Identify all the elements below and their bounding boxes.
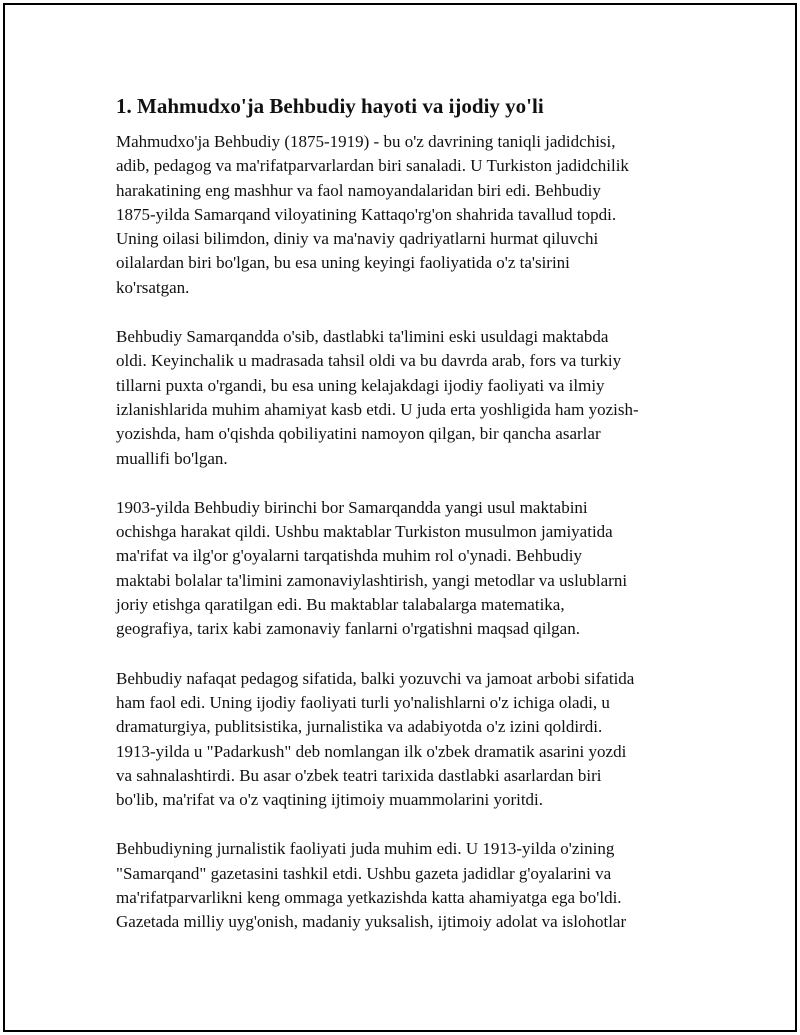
- section-title: 1. Mahmudxo'ja Behbudiy hayoti va ijodiy yo'li: [116, 94, 544, 118]
- paragraph-1: Mahmudxo'ja Behbudiy (1875-1919) - bu o'z davrining taniqli jadidchisi, adib, pedagog va ma'rifatparvarlardan biri sanaladi. U Turkiston jadidchilik harakatining eng mashhur va faol namoyandalaridan biri edi. Behbudiy 1875-yilda Samarqand viloyatining Kattaqo'rg'on shahrida tavallud topdi. Uning oilasi bilimdon, diniy va ma'naviy qadriyatlarni hurmat qiluvchi oilalardan biri bo'lgan, bu esa uning keyingi faoliyatida o'z ta'sirini ko'rsatgan.: [116, 132, 629, 297]
- paragraph-2: Behbudiy Samarqandda o'sib, dastlabki ta'limini eski usuldagi maktabda oldi. Keyinchalik u madrasada tahsil oldi va bu davrda arab, fors va turkiy tillarni puxta o'rgandi, bu esa uning kelajakdagi ijodiy faoliyati va ilmiy izlanishlarida muhim ahamiyat kasb etdi. U juda erta yoshligida ham yozish- yozishda, ham o'qishda qobiliyatini namoyon qilgan, bir qancha asarlar muallifi bo'lgan.: [116, 327, 639, 468]
- document-body: [116, 92, 696, 960]
- paragraph-3: 1903-yilda Behbudiy birinchi bor Samarqandda yangi usul maktabini ochishga harakat qildi. Ushbu maktablar Turkiston musulmon jamiyatida ma'rifat va ilg'or g'oyalarni tarqatishda muhim rol o'ynadi. Behbudiy maktabi bolalar ta'limini zamonaviylashtirish, yangi metodlar va uslublarni joriy etishga qaratilgan edi. Bu maktablar talabalarga matematika, geografiya, tarix kabi zamonaviy fanlarni o'rgatishni maqsad qilgan.: [116, 497, 628, 639]
- paragraph-5: Behbudiyning jurnalistik faoliyati juda muhim edi. U 1913-yilda o'zining "Samarqand" gazetasini tashkil etdi. Ushbu gazeta jadidlar g'oyalarini va ma'rifatparvarlikni keng ommaga yetkazishda katta ahamiyatga ega bo'ldi. Gazetada milliy uyg'onish, madaniy yuksalish, ijtimoiy adolat va islohotlar: [116, 839, 627, 932]
- paragraph-4: Behbudiy nafaqat pedagog sifatida, balki yozuvchi va jamoat arbobi sifatida ham faol edi. Uning ijodiy faoliyati turli yo'nalishlarni o'z ichiga oladi, u dramaturgiya, publitsistika, jurnalistika va adabiyotda o'z izini qoldirdi. 1913-yilda u "Padarkush" deb nomlangan ilk o'zbek dramatik asarini yozdi va sahnalashtirdi. Bu asar o'zbek teatri tarixida dastlabki asarlardan biri bo'lib, ma'rifat va o'z vaqtining ijtimoiy muammolarini yoritdi.: [116, 668, 635, 810]
